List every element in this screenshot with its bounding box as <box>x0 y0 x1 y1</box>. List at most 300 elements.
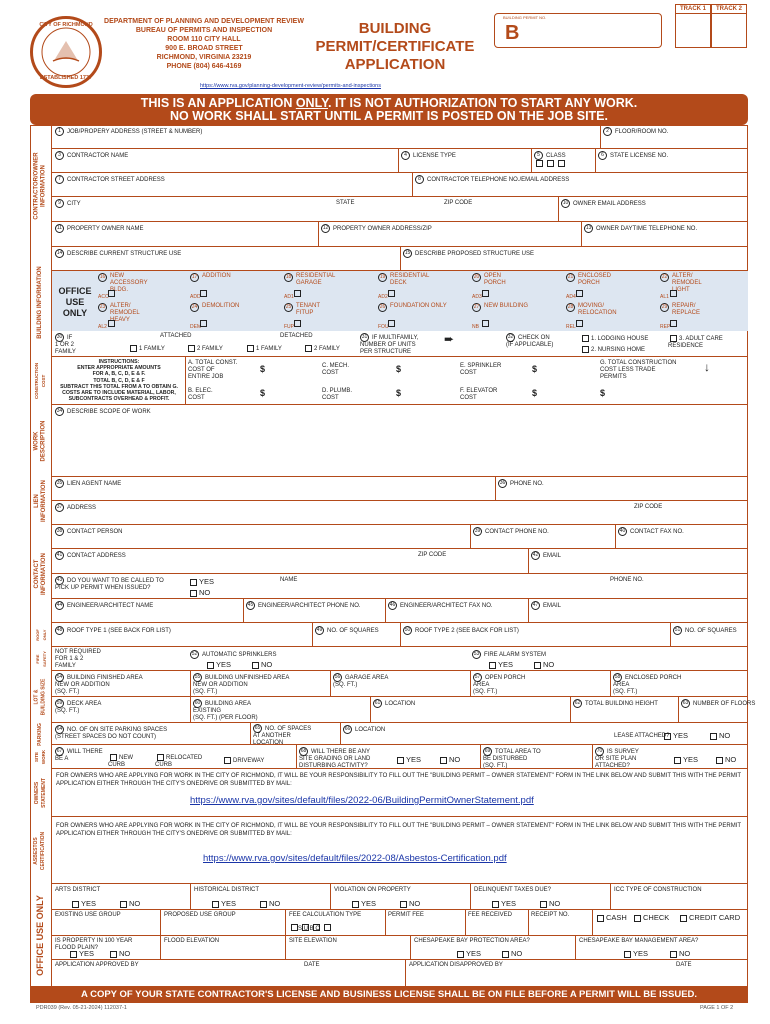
checkbox[interactable] <box>680 915 687 922</box>
fee-received-field[interactable] <box>468 912 512 919</box>
field-number: 20 <box>473 274 480 280</box>
dept-line: DEPARTMENT OF PLANNING AND DEVELOPMENT REVIEW <box>104 18 304 25</box>
permit-number-box[interactable] <box>494 13 662 48</box>
checkbox[interactable] <box>489 662 496 669</box>
scope-field[interactable] <box>55 407 151 416</box>
contact-phone-field[interactable] <box>473 527 549 536</box>
checkbox[interactable] <box>397 757 404 764</box>
option-label: NO <box>119 949 131 958</box>
lodging-option[interactable] <box>580 335 648 343</box>
work-type-checkbox[interactable] <box>106 290 117 298</box>
option-label: NO <box>725 755 737 764</box>
seal-bottom-text: ESTABLISHED 1737 <box>39 74 93 81</box>
option-label: NO <box>269 899 281 908</box>
approved-by-field[interactable] <box>55 962 139 969</box>
cost-g-label: G. TOTAL CONSTRUCTION COST LESS TRADE PERMITS <box>600 360 677 380</box>
checkbox[interactable] <box>492 901 499 908</box>
divider <box>610 671 611 697</box>
historical-no[interactable] <box>258 900 280 908</box>
work-type-checkbox[interactable] <box>106 320 117 328</box>
contact-email-field[interactable] <box>531 551 561 560</box>
checkbox[interactable] <box>576 320 583 327</box>
lease-yes[interactable] <box>662 732 688 740</box>
not-required-label: NOT REQUIRED FOR 1 & 2 FAMILY <box>55 649 101 669</box>
engineer-fax-field[interactable] <box>388 601 493 610</box>
checkbox[interactable] <box>624 951 631 958</box>
chesapeake-management-yes[interactable] <box>622 950 648 958</box>
driveway-option[interactable] <box>222 757 264 765</box>
roof-type-2-field[interactable] <box>403 626 519 635</box>
section-label: CONTACT INFORMATION <box>33 553 47 595</box>
option-label: CASH <box>606 913 627 922</box>
checkbox[interactable] <box>670 320 677 327</box>
section-owners <box>30 769 52 817</box>
location-field[interactable] <box>373 699 415 708</box>
engineer-name-field[interactable] <box>55 601 153 610</box>
checkbox[interactable] <box>260 901 267 908</box>
track-2-box[interactable] <box>711 4 747 48</box>
survey-field <box>595 747 639 770</box>
icc-type-field[interactable] <box>614 887 702 894</box>
contact-address-field[interactable] <box>55 551 126 560</box>
field-label: IF MULTIFAMILY, NUMBER OF UNITS PER STRUCTURE <box>360 335 419 356</box>
field-label: FLOOR/ROOM NO. <box>615 129 669 136</box>
divider <box>296 745 297 769</box>
work-type-option[interactable] <box>566 273 611 287</box>
disapproved-date-field[interactable] <box>676 962 692 969</box>
field-number: 40 <box>619 528 626 534</box>
checkbox[interactable] <box>190 579 197 586</box>
class-a-checkbox[interactable] <box>536 160 543 167</box>
survey-yes[interactable] <box>672 756 698 764</box>
floors-field[interactable] <box>681 699 755 708</box>
option-label: YES <box>683 755 699 764</box>
checkbox[interactable] <box>130 345 137 352</box>
divider <box>330 671 331 697</box>
checkbox[interactable] <box>190 590 197 597</box>
checkbox[interactable] <box>352 901 359 908</box>
owner-name-field[interactable]: 11 PROPERTY OWNER NAME <box>56 225 144 233</box>
field-label: BUILDING AREA EXISTING (SQ. FT.) (PER FLOOR) <box>193 701 258 722</box>
engineer-phone-field[interactable] <box>246 601 361 610</box>
historical-yes[interactable] <box>210 900 236 908</box>
work-type-checkbox[interactable] <box>480 290 491 298</box>
call-field <box>55 576 164 592</box>
option-label: NO <box>679 949 691 958</box>
contractor-name-field[interactable]: 3 CONTRACTOR NAME <box>55 151 128 160</box>
work-type-option[interactable] <box>378 273 429 287</box>
checkbox[interactable] <box>502 951 509 958</box>
city-seal <box>30 16 102 88</box>
violation-yes[interactable] <box>350 900 376 908</box>
checkbox[interactable] <box>388 290 395 297</box>
work-type-checkbox[interactable] <box>574 320 585 328</box>
relocated-curb-option[interactable] <box>155 754 202 769</box>
checkbox[interactable] <box>710 733 717 740</box>
field-number: 22 <box>661 274 668 280</box>
divider <box>185 357 186 405</box>
section-roof <box>30 623 52 647</box>
field-label: PHONE NO. <box>610 577 644 583</box>
field-number: 31 <box>361 334 368 340</box>
field-number: 42 <box>532 552 539 558</box>
grading-no[interactable] <box>438 756 460 764</box>
field-number: 28 <box>567 304 574 310</box>
permits-link[interactable]: https://www.rva.gov/planning-development-review/permits-and-inspections <box>200 83 381 89</box>
class-field[interactable]: 5 CLASS <box>534 151 567 168</box>
field-label: DO YOU WANT TO BE CALLED TO PICK UP PERMIT WHEN ISSUED? <box>55 578 164 592</box>
enclosed-porch-field[interactable] <box>613 673 681 696</box>
option-label: NO <box>511 949 523 958</box>
lien-phone-field[interactable] <box>498 479 544 488</box>
survey-no[interactable] <box>714 756 736 764</box>
work-type-option[interactable] <box>98 303 140 324</box>
field-number: 58 <box>614 674 621 680</box>
row-fire <box>52 647 748 671</box>
track-2-label: TRACK 2 <box>712 5 746 14</box>
work-type-checkbox[interactable] <box>198 290 209 298</box>
option-label: 2 FAMILY <box>197 346 223 353</box>
work-type-checkbox[interactable] <box>480 320 491 328</box>
divider <box>190 697 191 723</box>
checkbox[interactable] <box>388 320 395 327</box>
owner-address-field[interactable]: 12 PROPERTY OWNER ADDRESS/ZIP <box>322 225 432 233</box>
building-height-field[interactable] <box>573 699 658 708</box>
work-type-option[interactable] <box>190 303 239 312</box>
checkbox[interactable] <box>294 320 301 327</box>
field-label: OPEN PORCH AREA (SQ. FT.) <box>473 675 526 696</box>
permit-fee-field[interactable] <box>388 912 424 919</box>
checkbox[interactable] <box>582 346 589 353</box>
field-label: CONTACT FAX NO. <box>630 529 684 536</box>
field-number: 19 <box>379 274 386 280</box>
class-c-checkbox[interactable] <box>558 160 565 167</box>
checkbox[interactable] <box>212 901 219 908</box>
field-label: CONTRACTOR TELEPHONE NO./EMAIL ADDRESS <box>427 177 570 184</box>
squares-2-field[interactable] <box>673 626 737 635</box>
disturbed-area-field[interactable] <box>483 747 541 770</box>
existing-use-group-field[interactable] <box>55 912 121 919</box>
field-label: JOB/PROPERY ADDRESS (STREET & NUMBER) <box>67 129 203 136</box>
open-porch-field[interactable] <box>473 673 525 696</box>
divider <box>531 149 532 173</box>
title-line: PERMIT/CERTIFICATE <box>315 38 475 55</box>
job-address-field[interactable]: 1 JOB/PROPERY ADDRESS (STREET & NUMBER) <box>55 127 202 136</box>
chesapeake-protection-no[interactable] <box>500 950 522 958</box>
violation-label: VIOLATION ON PROPERTY <box>334 887 411 893</box>
checkbox[interactable] <box>291 924 298 931</box>
divider <box>470 671 471 697</box>
checkbox[interactable] <box>457 951 464 958</box>
field-number: 47 <box>532 602 539 608</box>
section-parking <box>30 723 52 745</box>
contractor-phone-email-field[interactable]: 8 CONTRACTOR TELEPHONE NO./EMAIL ADDRESS <box>415 175 569 184</box>
option-label: NO <box>543 660 555 669</box>
checkbox[interactable] <box>157 754 164 761</box>
engineer-email-field[interactable] <box>531 601 561 610</box>
sprinklers-field <box>190 650 276 659</box>
arrow-down-icon: ↓ <box>704 360 710 374</box>
attached-2-family[interactable] <box>186 345 223 353</box>
checkbox[interactable] <box>200 320 207 327</box>
grading-yes[interactable] <box>395 756 421 764</box>
call-phone-field[interactable] <box>610 577 644 584</box>
checkbox[interactable] <box>188 345 195 352</box>
checkbox[interactable] <box>207 662 214 669</box>
section-label: SITE WORK <box>34 749 47 765</box>
track-1-box[interactable] <box>675 4 711 48</box>
field-label: CHECK ON (IF APPLICABLE) <box>506 335 554 349</box>
unfinished-area-field[interactable] <box>193 673 289 696</box>
squares-1-field[interactable] <box>315 626 379 635</box>
existing-area-field[interactable] <box>193 699 258 722</box>
work-type-option[interactable] <box>660 273 702 294</box>
contact-zip-field[interactable] <box>418 552 446 559</box>
delinquent-yes[interactable] <box>490 900 516 908</box>
zip-field[interactable] <box>444 200 472 207</box>
contractor-street-field[interactable]: 7 CONTRACTOR STREET ADDRESS <box>55 175 165 184</box>
work-type-option[interactable] <box>660 303 700 317</box>
work-type-checkbox[interactable] <box>668 320 679 328</box>
checkbox[interactable] <box>540 901 547 908</box>
field-number: 48 <box>56 627 63 633</box>
license-type-field[interactable]: 4 LICENSE TYPE <box>401 151 456 160</box>
checkbox[interactable] <box>252 662 259 669</box>
option-label: NO <box>549 899 561 908</box>
chesapeake-protection-yes[interactable] <box>455 950 481 958</box>
checkbox[interactable] <box>324 924 331 931</box>
parking-location-field[interactable] <box>343 725 385 734</box>
contact-fax-field[interactable] <box>618 527 684 536</box>
new-curb-option[interactable] <box>108 754 133 769</box>
work-type-label: FOUNDATION ONLY <box>390 303 447 309</box>
sprinklers-no[interactable] <box>250 661 272 669</box>
credit-card-option[interactable] <box>678 914 740 922</box>
other-spaces-field[interactable] <box>253 724 311 747</box>
approved-date-field[interactable] <box>304 962 320 969</box>
divider <box>470 525 471 549</box>
site-elevation-field[interactable] <box>289 938 337 945</box>
alarm-yes[interactable] <box>487 661 513 669</box>
banner-text: . IT IS NOT AUTHORIZATION TO START ANY WORK. <box>328 96 638 110</box>
checkbox[interactable] <box>674 757 681 764</box>
call-no-option[interactable] <box>188 589 210 597</box>
violation-no[interactable] <box>398 900 420 908</box>
checkbox[interactable] <box>200 290 207 297</box>
checkbox[interactable] <box>108 320 115 327</box>
lien-agent-field[interactable] <box>55 479 121 488</box>
arts-no[interactable] <box>118 900 140 908</box>
lien-address-field[interactable] <box>55 503 96 512</box>
parking-spaces-field[interactable] <box>55 725 167 741</box>
detached-2-family[interactable] <box>303 345 340 353</box>
detached-1-family[interactable] <box>245 345 282 353</box>
sprinklers-yes[interactable] <box>205 661 231 669</box>
field-number: 68 <box>300 748 307 754</box>
checkbox[interactable] <box>120 901 127 908</box>
field-number: 50 <box>404 627 411 633</box>
work-type-checkbox[interactable] <box>198 320 209 328</box>
field-label: NUMBER OF FLOORS <box>693 701 756 708</box>
flood-elevation-field[interactable] <box>164 938 219 945</box>
cost-c-label: C. MECH. COST <box>322 363 349 376</box>
field-number: 51 <box>674 627 681 633</box>
work-type-checkbox[interactable] <box>292 290 303 298</box>
title-line: APPLICATION <box>344 56 446 73</box>
city-field[interactable]: 9 CITY <box>55 199 81 208</box>
checkbox[interactable] <box>400 901 407 908</box>
option-label: YES <box>221 899 237 908</box>
alarm-no[interactable] <box>532 661 554 669</box>
disapproved-by-field[interactable] <box>409 962 503 969</box>
section-lot <box>30 671 52 723</box>
checkbox[interactable] <box>670 290 677 297</box>
checkbox[interactable] <box>597 915 604 922</box>
work-type-option[interactable] <box>566 303 617 317</box>
field-label: STATE <box>336 200 355 206</box>
nursing-option[interactable] <box>580 346 645 354</box>
checkbox[interactable] <box>534 662 541 669</box>
divider <box>385 910 386 936</box>
deck-area-field[interactable] <box>55 699 101 715</box>
checkbox[interactable] <box>664 733 671 740</box>
checkbox[interactable] <box>247 345 254 352</box>
current-use-field[interactable]: 14 DESCRIBE CURRENT STRUCTURE USE <box>56 250 182 258</box>
state-field[interactable] <box>336 200 354 207</box>
checkbox[interactable] <box>110 754 117 761</box>
attached-label: ATTACHED <box>160 333 192 339</box>
check-option[interactable] <box>632 914 669 922</box>
work-type-option[interactable] <box>378 303 447 312</box>
checkbox[interactable] <box>110 951 117 958</box>
option-label: NO <box>719 731 731 740</box>
checkbox[interactable] <box>576 290 583 297</box>
checkbox[interactable] <box>716 757 723 764</box>
lease-no[interactable] <box>708 732 730 740</box>
cost-b-input[interactable]: $ <box>260 388 266 398</box>
checkbox[interactable] <box>482 290 489 297</box>
field-label: CONTRACTOR NAME <box>67 153 129 160</box>
section-label: LOT & BUILDING SIZE <box>33 678 47 716</box>
work-type-label: MOVING/ RELOCATION <box>578 303 617 316</box>
field-number: 61 <box>374 700 381 706</box>
checkbox[interactable] <box>440 757 447 764</box>
proposed-use-field[interactable]: 15 DESCRIBE PROPOSED STRUCTURE USE <box>404 250 535 258</box>
attached-1-family[interactable] <box>128 345 165 353</box>
work-type-option[interactable] <box>190 273 231 282</box>
call-yes-option[interactable] <box>188 578 214 586</box>
adult-care-option[interactable] <box>668 335 723 350</box>
owner-phone-field[interactable]: 13 OWNER DAYTIME TELEPHONE NO. <box>585 225 698 233</box>
cost-e-input[interactable]: $ <box>532 364 538 374</box>
work-type-option[interactable] <box>472 303 528 312</box>
cost-d-input[interactable]: $ <box>396 388 402 398</box>
field-label: ROOF TYPE 2 (SEE BACK FOR LIST) <box>415 628 519 635</box>
work-type-code: DEM <box>190 324 202 330</box>
field-label: STATE LICENSE NO. <box>610 153 669 160</box>
work-type-checkbox[interactable] <box>386 290 397 298</box>
divider <box>400 623 401 647</box>
checkbox[interactable] <box>670 335 677 342</box>
checkbox[interactable] <box>582 335 589 342</box>
owners-text: FOR OWNERS WHO ARE APPLYING FOR WORK IN THE CITY OF RICHMOND, IT WILL BE YOUR RESPONSIBILITY TO FILL OUT THE "BUILDING PERMIT – OWNER STATEMENT" FORM IN THE LINK BELOW AND SUBMIT THIS WITH THE PERMIT APPLICATION EITHER THROUGH THE CITY'S ONEDRIVE OR SUBMITTED BY MAIL: <box>56 773 741 787</box>
delinquent-no[interactable] <box>538 900 560 908</box>
work-type-option[interactable] <box>284 303 320 317</box>
option-label: RELOCATED CURB <box>155 755 203 769</box>
proposed-use-group-field[interactable] <box>164 912 236 919</box>
cost-a-input[interactable]: $ <box>260 364 266 374</box>
checkbox[interactable] <box>482 320 489 327</box>
field-label: LOCATION <box>355 727 386 734</box>
work-type-checkbox[interactable] <box>292 320 303 328</box>
checkbox[interactable] <box>224 757 231 764</box>
lien-zip-field[interactable] <box>634 504 662 511</box>
divider <box>410 936 411 960</box>
work-type-checkbox[interactable] <box>574 290 585 298</box>
checkbox[interactable] <box>634 915 641 922</box>
work-type-checkbox[interactable] <box>668 290 679 298</box>
field-number: 17 <box>191 274 198 280</box>
option-label: 1. LODGING HOUSE <box>591 336 649 343</box>
checkbox[interactable] <box>305 345 312 352</box>
checkbox[interactable] <box>108 290 115 297</box>
finished-area-field[interactable] <box>55 673 143 696</box>
work-type-code: REP <box>660 324 671 330</box>
work-type-checkbox[interactable] <box>386 320 397 328</box>
field-number: 67 <box>56 748 63 754</box>
arrow-right-icon: ➨ <box>444 332 455 346</box>
cash-option[interactable] <box>595 914 627 922</box>
arts-yes[interactable] <box>70 900 96 908</box>
garage-area-field[interactable] <box>333 673 388 689</box>
state-license-field[interactable]: 6 STATE LICENSE NO. <box>598 151 668 160</box>
chesapeake-management-label: CHESAPEAKE BAY MANAGEMENT AREA? <box>579 938 699 944</box>
contact-person-field[interactable] <box>55 527 122 536</box>
receipt-field[interactable] <box>531 912 569 919</box>
chesapeake-management-no[interactable] <box>668 950 690 958</box>
work-type-option[interactable] <box>472 273 506 287</box>
field-label: ENGINEER/ARCHITECT PHONE NO. <box>258 603 361 610</box>
checkbox[interactable] <box>670 951 677 958</box>
cost-g-input[interactable]: $ <box>600 388 606 398</box>
field-label: LIEN AGENT NAME <box>67 481 122 488</box>
section-label: CONTRACTOR/OWNER INFORMATION <box>33 152 47 220</box>
section-label: LIEN INFORMATION <box>33 480 47 522</box>
field-number: 27 <box>473 304 480 310</box>
cost-c-input[interactable]: $ <box>396 364 402 374</box>
work-type-option[interactable] <box>284 273 335 287</box>
floor-room-field[interactable]: 2 FLOOR/ROOM NO. <box>603 127 668 136</box>
asbestos-link[interactable]: https://www.rva.gov/sites/default/files/2022-08/Asbestos-Certification.pdf <box>203 853 507 864</box>
multifamily-field[interactable] <box>360 333 418 356</box>
owner-email-field[interactable]: 10 OWNER EMAIL ADDRESS <box>562 200 646 208</box>
cost-f-input[interactable]: $ <box>532 388 538 398</box>
checkbox[interactable] <box>294 290 301 297</box>
checkbox[interactable] <box>72 901 79 908</box>
work-type-label: NEW ACCESSORY BLDG. <box>110 273 148 293</box>
field-label: DATE <box>304 962 320 968</box>
section-label: OFFICE USE ONLY <box>35 895 45 976</box>
owner-statement-link[interactable]: https://www.rva.gov/sites/default/files/2022-06/BuildingPermitOwnerStatement.pdf <box>190 795 534 806</box>
class-b-checkbox[interactable] <box>547 160 554 167</box>
checkbox[interactable] <box>70 951 77 958</box>
flood-no[interactable] <box>108 950 130 958</box>
call-name-field[interactable] <box>280 577 297 584</box>
flood-yes[interactable] <box>68 950 94 958</box>
section-label: WORK DESCRIPTION <box>33 420 47 462</box>
roof-type-1-field[interactable] <box>55 626 171 635</box>
field-number: 64 <box>56 726 63 732</box>
